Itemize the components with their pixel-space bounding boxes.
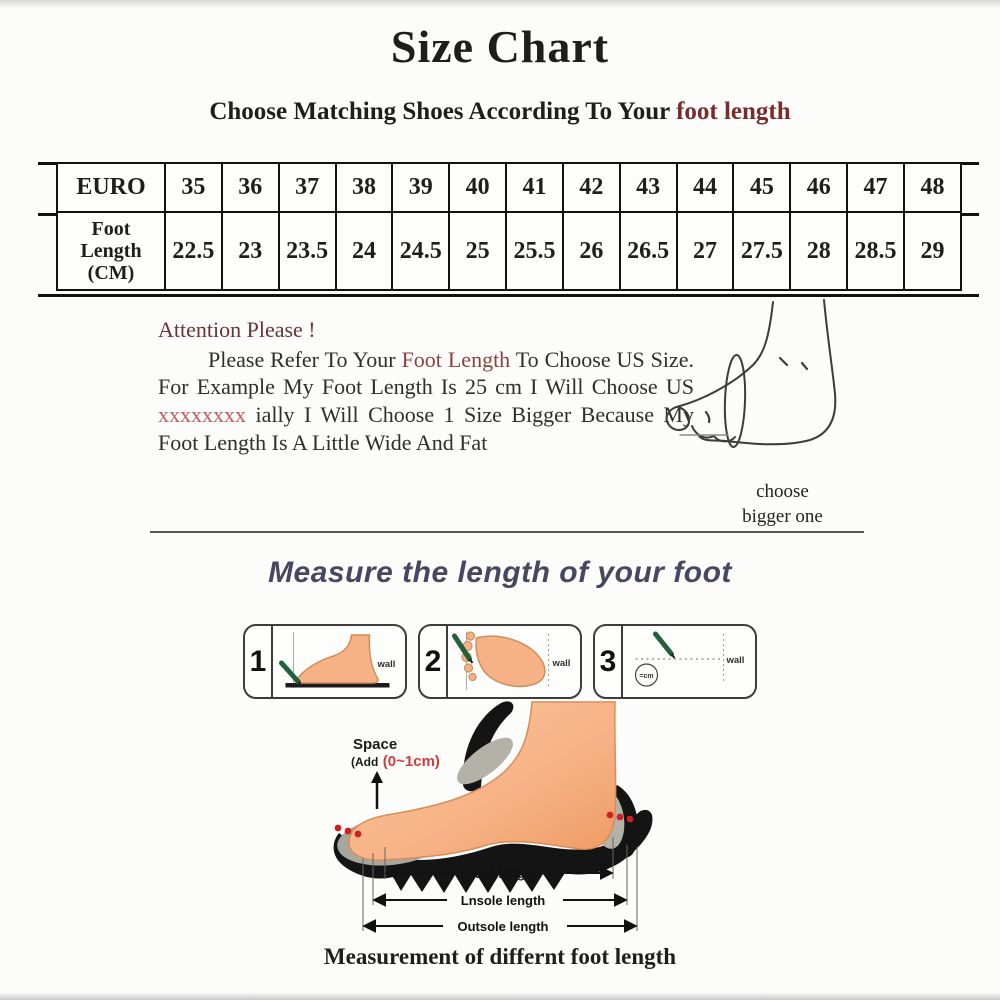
measure-section-heading: Measure the length of your foot bbox=[268, 556, 732, 589]
step-3-wall-label: wall bbox=[726, 655, 745, 666]
step-2-footprint-top-view bbox=[476, 636, 545, 686]
step-2-toe-5 bbox=[469, 674, 476, 681]
foot-measurement-diagram bbox=[325, 697, 680, 945]
choose-bigger-note bbox=[690, 479, 875, 529]
step-1-marker-pen-icon bbox=[282, 663, 299, 682]
step-3-marker-pen-icon bbox=[656, 634, 672, 654]
foot-length-cell: 23 bbox=[222, 212, 279, 290]
euro-size-cell: 37 bbox=[279, 163, 336, 212]
section-divider bbox=[150, 531, 864, 533]
sketch-ankle-marks bbox=[780, 358, 807, 369]
foot-length-label: Foot length bbox=[466, 866, 538, 881]
euro-header: EURO bbox=[57, 163, 165, 212]
foot-length-cell: 25 bbox=[449, 212, 506, 290]
foot-length-cell: 25.5 bbox=[506, 212, 563, 290]
space-sub-value: (0~1cm) bbox=[382, 753, 440, 770]
step-2-marker-tip bbox=[470, 659, 473, 663]
euro-size-cell: 44 bbox=[677, 163, 734, 212]
step-3-marker-tip bbox=[672, 654, 675, 658]
foot-length-cell: 24.5 bbox=[392, 212, 449, 290]
bottom-caption: Measurement of differnt foot length bbox=[323, 944, 677, 969]
foot-length-cell: 29 bbox=[904, 212, 961, 290]
euro-size-cell: 38 bbox=[336, 163, 393, 212]
euro-size-cell: 48 bbox=[904, 163, 961, 212]
top-edge-shade bbox=[0, 0, 1000, 8]
step-1-number: 1 bbox=[245, 626, 273, 697]
attention-text-1: Please Refer To Your bbox=[208, 346, 402, 372]
foot-length-cell: 26.5 bbox=[620, 212, 677, 290]
step-2-toe-1 bbox=[467, 632, 475, 640]
attention-block bbox=[158, 316, 694, 457]
choose-bigger-line2: bigger one bbox=[742, 506, 823, 527]
step-3-illustration bbox=[623, 626, 755, 696]
euro-size-cell: 40 bbox=[449, 163, 506, 212]
step-3-number: 3 bbox=[595, 626, 623, 697]
bottom-edge-shade bbox=[0, 992, 1000, 1000]
size-table bbox=[56, 162, 962, 291]
outsole-length-label: Outsole length bbox=[457, 919, 549, 934]
attention-text-3: ially I Will Choose 1 Size Bigger Because My Foot Length Is A Little Wide And Fat bbox=[158, 402, 694, 455]
euro-size-cell: 47 bbox=[847, 163, 904, 212]
step-1-illustration bbox=[273, 626, 405, 696]
choose-bigger-line1: choose bbox=[756, 481, 809, 502]
subtitle-text: Choose Matching Shoes According To Your bbox=[209, 98, 677, 125]
measure-step-3 bbox=[593, 624, 757, 699]
euro-size-cell: 43 bbox=[620, 163, 677, 212]
measure-step-1 bbox=[243, 624, 407, 699]
step-3-cm-label: =cm bbox=[639, 673, 654, 680]
step-2-toe-4 bbox=[465, 664, 473, 672]
space-sub-label bbox=[351, 753, 440, 770]
attention-text-2: To Choose US Size. For Example My Foot Length Is 25 cm I Will Choose US bbox=[158, 346, 694, 400]
subtitle-highlight: foot length bbox=[676, 98, 791, 125]
euro-size-cell: 35 bbox=[165, 163, 222, 212]
attention-heading: Attention Please ! bbox=[158, 317, 316, 342]
step-2-illustration bbox=[448, 626, 580, 696]
foot-length-cell: 28.5 bbox=[847, 212, 904, 290]
foot-length-cell: 27.5 bbox=[733, 212, 790, 290]
foot-length-cell: 23.5 bbox=[279, 212, 336, 290]
page-title: Size Chart bbox=[390, 21, 610, 72]
euro-size-cell: 36 bbox=[222, 163, 279, 212]
space-label: Space bbox=[353, 736, 398, 753]
foot-length-cell: 24 bbox=[336, 212, 393, 290]
euro-size-cell: 46 bbox=[790, 163, 847, 212]
step-2-number: 2 bbox=[420, 626, 448, 697]
foot-length-row bbox=[57, 212, 961, 290]
insole-length-label: Lnsole length bbox=[460, 893, 546, 908]
euro-size-cell: 41 bbox=[506, 163, 563, 212]
attention-foot-length: Foot Length bbox=[401, 346, 511, 372]
sketch-toe-loop bbox=[667, 406, 690, 430]
foot-length-cell: 28 bbox=[790, 212, 847, 290]
step-2-wall-label: wall bbox=[552, 658, 571, 669]
foot-length-header: Foot Length (CM) bbox=[57, 212, 165, 290]
attention-redacted-text: xxxxxxxx bbox=[158, 402, 246, 428]
sketch-toe-mark bbox=[706, 412, 709, 422]
measure-step-2 bbox=[418, 624, 582, 699]
euro-row bbox=[57, 163, 961, 212]
euro-size-cell: 42 bbox=[563, 163, 620, 212]
sketch-heel-line bbox=[699, 300, 835, 444]
subtitle bbox=[0, 98, 1000, 126]
measure-steps-row bbox=[243, 624, 757, 699]
foot-length-cell: 27 bbox=[677, 212, 734, 290]
euro-size-cell: 39 bbox=[392, 163, 449, 212]
sketch-measuring-band bbox=[723, 355, 746, 448]
step-1-foot-side-view bbox=[295, 635, 378, 683]
foot-length-cell: 22.5 bbox=[165, 212, 222, 290]
step-1-wall-label: wall bbox=[377, 659, 396, 670]
space-sub-prefix: (Add bbox=[351, 755, 379, 769]
foot-sketch-illustration bbox=[656, 294, 870, 476]
euro-size-cell: 45 bbox=[733, 163, 790, 212]
foot-length-cell: 26 bbox=[563, 212, 620, 290]
attention-paragraph bbox=[158, 346, 694, 457]
